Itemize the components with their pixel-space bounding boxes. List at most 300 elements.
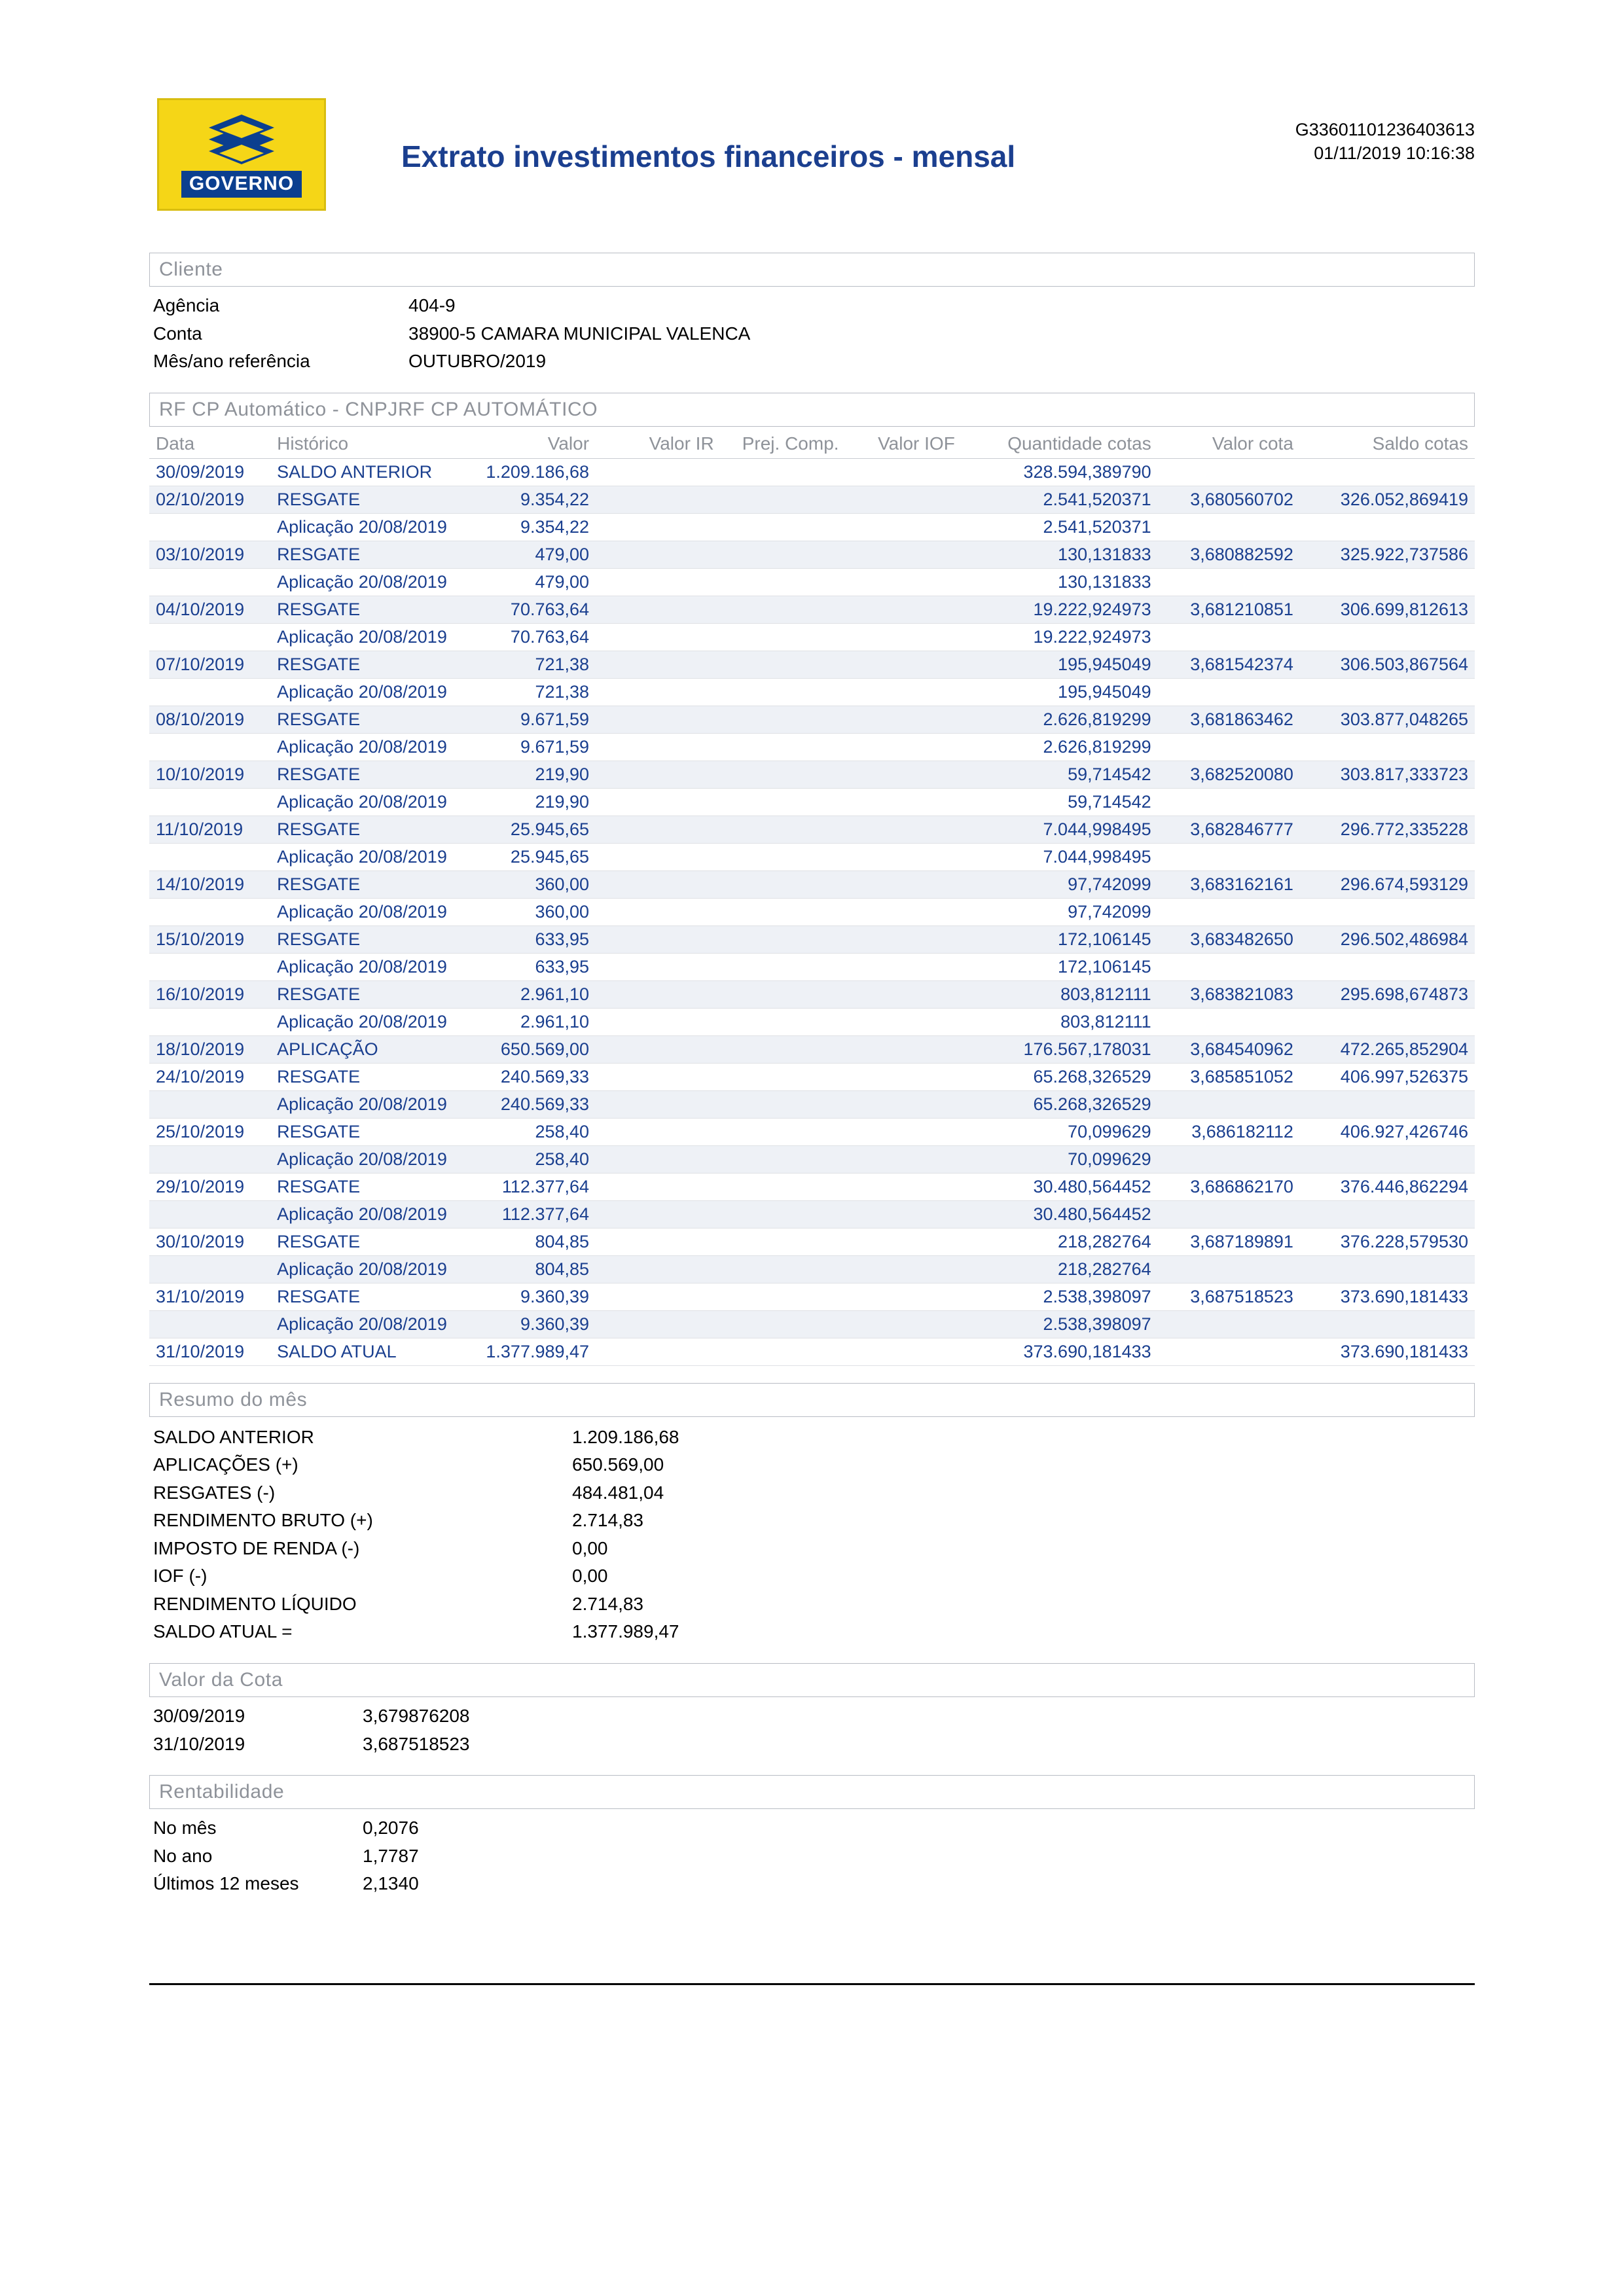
table-row [149, 1310, 1475, 1338]
cell-saldo-cotas: 325.922,737586 [1300, 541, 1475, 568]
cell-valor-iof [846, 541, 962, 568]
cell-quantidade-cotas: 65.268,326529 [962, 1090, 1158, 1118]
cell-valor-cota: 3,680560702 [1158, 486, 1300, 513]
cell-data: 16/10/2019 [149, 980, 270, 1008]
table-row [149, 1118, 1475, 1145]
column-header-saldo-cotas: Saldo cotas [1300, 431, 1475, 459]
cell-valor-iof [846, 1008, 962, 1035]
cell-data: 18/10/2019 [149, 1035, 270, 1063]
cell-valor-iof [846, 596, 962, 623]
cell-saldo-cotas [1300, 1145, 1475, 1173]
cliente-value: 38900-5 CAMARA MUNICIPAL VALENCA [408, 323, 751, 344]
table-row [149, 761, 1475, 788]
document-timestamp: 01/11/2019 10:16:38 [1314, 143, 1475, 164]
cell-valor: 1.209.186,68 [454, 458, 596, 486]
cell-saldo-cotas: 296.674,593129 [1300, 870, 1475, 898]
cliente-row [153, 348, 1475, 376]
resumo-row-key: IOF (-) [153, 1566, 208, 1587]
cell-prej-comp [721, 1338, 846, 1365]
cell-saldo-cotas: 306.503,867564 [1300, 651, 1475, 678]
table-row [149, 1255, 1475, 1283]
cell-valor-ir [596, 980, 721, 1008]
cell-prej-comp [721, 1008, 846, 1035]
cell-historico: RESGATE [270, 1118, 454, 1145]
cell-valor-ir [596, 1228, 721, 1255]
table-row [149, 870, 1475, 898]
table-row [149, 1173, 1475, 1200]
table-row [149, 843, 1475, 870]
cell-valor-iof [846, 706, 962, 733]
cell-valor-cota [1158, 513, 1300, 541]
cell-valor-ir [596, 925, 721, 953]
table-row [149, 706, 1475, 733]
resumo-row-key: APLICAÇÕES (+) [153, 1454, 298, 1475]
resumo-row-key: SALDO ANTERIOR [153, 1426, 314, 1447]
cell-valor-ir [596, 953, 721, 980]
cell-valor: 25.945,65 [454, 816, 596, 843]
cell-prej-comp [721, 623, 846, 651]
cliente-value: OUTUBRO/2019 [408, 351, 547, 372]
cell-historico: Aplicação 20/08/2019 [270, 678, 454, 706]
cell-historico: RESGATE [270, 651, 454, 678]
cell-prej-comp [721, 816, 846, 843]
cell-valor-cota [1158, 1200, 1300, 1228]
cell-valor-cota [1158, 733, 1300, 761]
cell-quantidade-cotas: 70,099629 [962, 1118, 1158, 1145]
cell-saldo-cotas [1300, 1310, 1475, 1338]
table-row [149, 1283, 1475, 1310]
cell-data [149, 1145, 270, 1173]
resumo-row-value: 0,00 [572, 1537, 608, 1558]
cell-quantidade-cotas: 70,099629 [962, 1145, 1158, 1173]
cell-quantidade-cotas: 803,812111 [962, 980, 1158, 1008]
cell-valor-iof [846, 788, 962, 816]
cell-valor-iof [846, 1063, 962, 1090]
cell-valor: 721,38 [454, 678, 596, 706]
cell-valor: 9.360,39 [454, 1283, 596, 1310]
section-label-fundo: RF CP Automático - CNPJRF CP AUTOMÁTICO [159, 398, 598, 420]
cell-valor-cota: 3,682846777 [1158, 816, 1300, 843]
cell-data: 14/10/2019 [149, 870, 270, 898]
resumo-row [153, 1507, 1475, 1535]
cell-saldo-cotas [1300, 513, 1475, 541]
cell-quantidade-cotas: 19.222,924973 [962, 623, 1158, 651]
cell-valor-ir [596, 1283, 721, 1310]
table-row [149, 623, 1475, 651]
cell-quantidade-cotas: 7.044,998495 [962, 816, 1158, 843]
column-header-historico: Histórico [270, 431, 454, 459]
cell-prej-comp [721, 870, 846, 898]
cell-prej-comp [721, 761, 846, 788]
cell-valor: 112.377,64 [454, 1200, 596, 1228]
resumo-row [153, 1590, 1475, 1619]
table-row [149, 596, 1475, 623]
cell-data: 24/10/2019 [149, 1063, 270, 1090]
resumo-row [153, 1618, 1475, 1646]
cell-data [149, 733, 270, 761]
cell-valor-ir [596, 1090, 721, 1118]
cell-data [149, 788, 270, 816]
cell-valor-cota [1158, 1255, 1300, 1283]
section-label-resumo: Resumo do mês [159, 1388, 308, 1410]
section-header-rentabilidade [149, 1775, 1475, 1809]
cell-valor-iof [846, 898, 962, 925]
cell-prej-comp [721, 651, 846, 678]
cell-valor: 2.961,10 [454, 980, 596, 1008]
cell-data [149, 1310, 270, 1338]
cell-data [149, 898, 270, 925]
table-row [149, 1008, 1475, 1035]
cell-valor-ir [596, 541, 721, 568]
cell-valor-ir [596, 1173, 721, 1200]
table-row [149, 898, 1475, 925]
cell-valor-cota [1158, 1090, 1300, 1118]
cell-saldo-cotas: 296.502,486984 [1300, 925, 1475, 953]
cell-data [149, 953, 270, 980]
resumo-row-key: IMPOSTO DE RENDA (-) [153, 1537, 360, 1558]
cell-valor-cota: 3,681542374 [1158, 651, 1300, 678]
logo [157, 98, 326, 211]
cell-data: 29/10/2019 [149, 1173, 270, 1200]
cell-valor-ir [596, 1255, 721, 1283]
cell-data [149, 843, 270, 870]
resumo-row-key: RENDIMENTO BRUTO (+) [153, 1510, 373, 1531]
table-row [149, 925, 1475, 953]
cell-prej-comp [721, 1255, 846, 1283]
cell-saldo-cotas: 306.699,812613 [1300, 596, 1475, 623]
section-header-valor-cota [149, 1663, 1475, 1697]
cell-valor-ir [596, 870, 721, 898]
cell-quantidade-cotas: 218,282764 [962, 1255, 1158, 1283]
cell-data: 15/10/2019 [149, 925, 270, 953]
resumo-row [153, 1535, 1475, 1563]
cell-data: 08/10/2019 [149, 706, 270, 733]
cell-prej-comp [721, 706, 846, 733]
resumo-row-value: 650.569,00 [572, 1454, 664, 1475]
extrato-table [149, 431, 1475, 1366]
valor-cota-row-key: 30/09/2019 [153, 1706, 245, 1727]
cell-quantidade-cotas: 195,945049 [962, 678, 1158, 706]
cell-historico: SALDO ANTERIOR [270, 458, 454, 486]
cell-quantidade-cotas: 2.538,398097 [962, 1310, 1158, 1338]
cell-valor-iof [846, 678, 962, 706]
resumo-row-value: 2.714,83 [572, 1510, 643, 1531]
cell-valor-ir [596, 1200, 721, 1228]
cell-valor: 9.671,59 [454, 706, 596, 733]
cell-valor-cota: 3,686182112 [1158, 1118, 1300, 1145]
cell-historico: RESGATE [270, 1283, 454, 1310]
rentabilidade-row [153, 1814, 1475, 1842]
cell-valor-ir [596, 788, 721, 816]
table-row [149, 486, 1475, 513]
cell-valor-iof [846, 1118, 962, 1145]
valor-cota-row [153, 1731, 1475, 1759]
cell-valor-iof [846, 651, 962, 678]
cell-valor-iof [846, 1035, 962, 1063]
cell-valor-cota [1158, 1310, 1300, 1338]
cell-quantidade-cotas: 2.541,520371 [962, 513, 1158, 541]
cell-data: 11/10/2019 [149, 816, 270, 843]
cell-saldo-cotas [1300, 623, 1475, 651]
table-row [149, 1200, 1475, 1228]
cell-prej-comp [721, 788, 846, 816]
cell-prej-comp [721, 1063, 846, 1090]
rentabilidade-block [149, 1814, 1475, 1898]
table-row [149, 1063, 1475, 1090]
cell-valor-ir [596, 1338, 721, 1365]
cell-valor-ir [596, 568, 721, 596]
cell-valor-cota: 3,680882592 [1158, 541, 1300, 568]
cell-valor-cota [1158, 568, 1300, 596]
cell-valor-ir [596, 513, 721, 541]
cell-data [149, 623, 270, 651]
cell-valor-cota [1158, 788, 1300, 816]
cell-historico: Aplicação 20/08/2019 [270, 623, 454, 651]
table-row [149, 458, 1475, 486]
cell-valor-iof [846, 980, 962, 1008]
cell-valor-iof [846, 1090, 962, 1118]
cell-valor-ir [596, 816, 721, 843]
cell-quantidade-cotas: 2.541,520371 [962, 486, 1158, 513]
cell-quantidade-cotas: 30.480,564452 [962, 1200, 1158, 1228]
cell-valor-iof [846, 513, 962, 541]
cell-historico: Aplicação 20/08/2019 [270, 1200, 454, 1228]
rentabilidade-row-key: No ano [153, 1845, 213, 1866]
cell-historico: RESGATE [270, 1228, 454, 1255]
cell-historico: Aplicação 20/08/2019 [270, 788, 454, 816]
rentabilidade-row-key: Últimos 12 meses [153, 1873, 299, 1894]
cliente-value: 404-9 [408, 295, 456, 315]
resumo-block [149, 1424, 1475, 1646]
cell-historico: Aplicação 20/08/2019 [270, 953, 454, 980]
cell-historico: RESGATE [270, 596, 454, 623]
cell-prej-comp [721, 568, 846, 596]
cell-historico: APLICAÇÃO [270, 1035, 454, 1063]
cell-saldo-cotas: 373.690,181433 [1300, 1283, 1475, 1310]
cell-valor: 70.763,64 [454, 596, 596, 623]
cell-valor: 240.569,33 [454, 1090, 596, 1118]
cell-quantidade-cotas: 195,945049 [962, 651, 1158, 678]
cell-saldo-cotas [1300, 678, 1475, 706]
cell-saldo-cotas: 406.997,526375 [1300, 1063, 1475, 1090]
valor-cota-block [149, 1702, 1475, 1758]
cell-valor: 9.354,22 [454, 513, 596, 541]
cell-data: 31/10/2019 [149, 1283, 270, 1310]
cell-valor: 479,00 [454, 568, 596, 596]
cell-data [149, 568, 270, 596]
cell-valor: 721,38 [454, 651, 596, 678]
section-label-valor-cota: Valor da Cota [159, 1669, 283, 1691]
cell-valor: 1.377.989,47 [454, 1338, 596, 1365]
cell-historico: Aplicação 20/08/2019 [270, 1090, 454, 1118]
cell-historico: Aplicação 20/08/2019 [270, 843, 454, 870]
cell-quantidade-cotas: 97,742099 [962, 870, 1158, 898]
cell-saldo-cotas [1300, 1200, 1475, 1228]
cell-saldo-cotas: 296.772,335228 [1300, 816, 1475, 843]
column-header-valor-ir: Valor IR [596, 431, 721, 459]
cell-data: 30/10/2019 [149, 1228, 270, 1255]
bank-logo-icon [206, 112, 277, 168]
resumo-row-value: 1.209.186,68 [572, 1426, 679, 1447]
cell-valor-iof [846, 1283, 962, 1310]
cell-prej-comp [721, 541, 846, 568]
cell-data: 10/10/2019 [149, 761, 270, 788]
cell-historico: Aplicação 20/08/2019 [270, 513, 454, 541]
table-row [149, 651, 1475, 678]
cell-historico: RESGATE [270, 870, 454, 898]
cell-historico: Aplicação 20/08/2019 [270, 1145, 454, 1173]
cell-data: 30/09/2019 [149, 458, 270, 486]
resumo-row-value: 1.377.989,47 [572, 1621, 679, 1642]
cell-valor: 650.569,00 [454, 1035, 596, 1063]
cell-prej-comp [721, 678, 846, 706]
cell-prej-comp [721, 733, 846, 761]
cell-valor-iof [846, 1145, 962, 1173]
cell-valor-ir [596, 1145, 721, 1173]
cell-valor: 9.360,39 [454, 1310, 596, 1338]
cell-data: 25/10/2019 [149, 1118, 270, 1145]
cell-valor: 258,40 [454, 1145, 596, 1173]
cell-historico: RESGATE [270, 761, 454, 788]
cell-valor-cota: 3,681863462 [1158, 706, 1300, 733]
cell-valor-cota [1158, 678, 1300, 706]
cell-historico: Aplicação 20/08/2019 [270, 568, 454, 596]
cell-valor-cota: 3,684540962 [1158, 1035, 1300, 1063]
table-row [149, 513, 1475, 541]
cell-data: 31/10/2019 [149, 1338, 270, 1365]
cell-saldo-cotas [1300, 1255, 1475, 1283]
cell-saldo-cotas [1300, 1008, 1475, 1035]
cell-valor-ir [596, 706, 721, 733]
cell-historico: Aplicação 20/08/2019 [270, 898, 454, 925]
cell-quantidade-cotas: 172,106145 [962, 925, 1158, 953]
cell-quantidade-cotas: 59,714542 [962, 761, 1158, 788]
cell-valor-cota: 3,687189891 [1158, 1228, 1300, 1255]
cell-valor-cota: 3,681210851 [1158, 596, 1300, 623]
cliente-key: Agência [153, 295, 220, 315]
cliente-key: Conta [153, 323, 202, 344]
cell-valor-cota [1158, 898, 1300, 925]
cell-valor: 804,85 [454, 1255, 596, 1283]
cell-valor-ir [596, 651, 721, 678]
cell-valor-ir [596, 1310, 721, 1338]
table-row [149, 1035, 1475, 1063]
cell-historico: RESGATE [270, 486, 454, 513]
cell-valor-ir [596, 761, 721, 788]
table-row [149, 733, 1475, 761]
cell-quantidade-cotas: 130,131833 [962, 541, 1158, 568]
cell-data: 02/10/2019 [149, 486, 270, 513]
cell-quantidade-cotas: 19.222,924973 [962, 596, 1158, 623]
cell-quantidade-cotas: 2.538,398097 [962, 1283, 1158, 1310]
cell-valor-cota [1158, 1008, 1300, 1035]
cell-valor-ir [596, 843, 721, 870]
column-header-valor-cota: Valor cota [1158, 431, 1300, 459]
cell-historico: Aplicação 20/08/2019 [270, 1008, 454, 1035]
cell-saldo-cotas [1300, 1090, 1475, 1118]
resumo-row [153, 1562, 1475, 1590]
cell-saldo-cotas: 303.877,048265 [1300, 706, 1475, 733]
cell-valor-iof [846, 953, 962, 980]
cell-prej-comp [721, 1090, 846, 1118]
cell-saldo-cotas [1300, 458, 1475, 486]
resumo-row-key: RESGATES (-) [153, 1482, 276, 1503]
resumo-row-value: 2.714,83 [572, 1593, 643, 1614]
resumo-row [153, 1479, 1475, 1507]
cell-quantidade-cotas: 7.044,998495 [962, 843, 1158, 870]
cell-valor-ir [596, 1008, 721, 1035]
resumo-row-key: RENDIMENTO LÍQUIDO [153, 1593, 357, 1614]
cell-quantidade-cotas: 176.567,178031 [962, 1035, 1158, 1063]
cell-valor-ir [596, 733, 721, 761]
cell-valor: 633,95 [454, 925, 596, 953]
column-header-prej-comp: Prej. Comp. [721, 431, 846, 459]
cell-saldo-cotas: 376.446,862294 [1300, 1173, 1475, 1200]
header-meta [1295, 118, 1475, 166]
rentabilidade-row [153, 1870, 1475, 1898]
cell-data [149, 1200, 270, 1228]
column-header-quantidade-cotas: Quantidade cotas [962, 431, 1158, 459]
cell-data [149, 513, 270, 541]
cell-historico: RESGATE [270, 706, 454, 733]
cell-valor: 804,85 [454, 1228, 596, 1255]
rentabilidade-row [153, 1842, 1475, 1871]
cell-historico: SALDO ATUAL [270, 1338, 454, 1365]
cell-valor-ir [596, 678, 721, 706]
valor-cota-row [153, 1702, 1475, 1731]
cell-valor-cota: 3,682520080 [1158, 761, 1300, 788]
cell-historico: RESGATE [270, 541, 454, 568]
cell-valor: 219,90 [454, 788, 596, 816]
cell-saldo-cotas [1300, 953, 1475, 980]
cell-valor: 112.377,64 [454, 1173, 596, 1200]
cell-valor: 219,90 [454, 761, 596, 788]
cell-quantidade-cotas: 218,282764 [962, 1228, 1158, 1255]
cliente-row [153, 292, 1475, 320]
cell-valor-iof [846, 1228, 962, 1255]
cell-historico: RESGATE [270, 1173, 454, 1200]
cell-valor: 633,95 [454, 953, 596, 980]
table-row [149, 953, 1475, 980]
cell-valor-ir [596, 458, 721, 486]
cell-valor-ir [596, 623, 721, 651]
cell-quantidade-cotas: 373.690,181433 [962, 1338, 1158, 1365]
table-row [149, 568, 1475, 596]
cell-valor-iof [846, 1310, 962, 1338]
cell-saldo-cotas [1300, 898, 1475, 925]
resumo-row-value: 484.481,04 [572, 1482, 664, 1503]
cell-valor-ir [596, 1035, 721, 1063]
cell-valor-cota [1158, 843, 1300, 870]
column-header-valor: Valor [454, 431, 596, 459]
cell-valor: 9.354,22 [454, 486, 596, 513]
cell-valor-cota: 3,686862170 [1158, 1173, 1300, 1200]
cell-prej-comp [721, 843, 846, 870]
cell-valor: 360,00 [454, 870, 596, 898]
table-row [149, 1145, 1475, 1173]
cell-quantidade-cotas: 172,106145 [962, 953, 1158, 980]
table-row [149, 788, 1475, 816]
cell-valor: 360,00 [454, 898, 596, 925]
cell-historico: Aplicação 20/08/2019 [270, 733, 454, 761]
section-label-rentabilidade: Rentabilidade [159, 1781, 285, 1803]
cell-valor-iof [846, 870, 962, 898]
footer-divider [149, 1983, 1475, 1985]
cell-saldo-cotas [1300, 568, 1475, 596]
cell-quantidade-cotas: 59,714542 [962, 788, 1158, 816]
document-id: G33601101236403613 [1295, 120, 1475, 139]
cell-saldo-cotas [1300, 788, 1475, 816]
